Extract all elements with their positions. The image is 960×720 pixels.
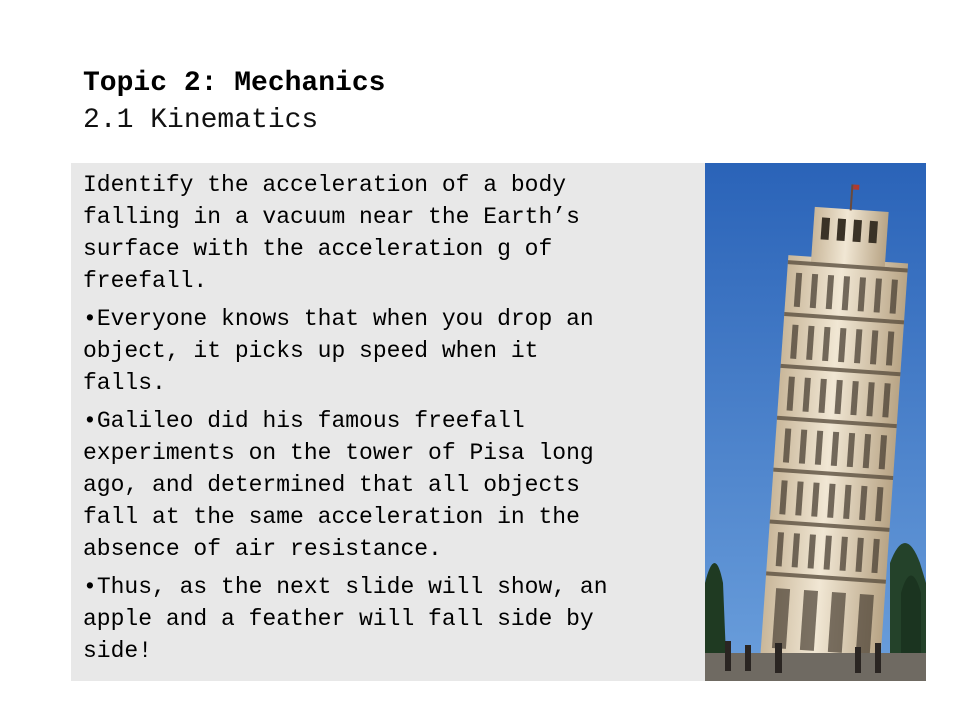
- slide-title: Topic 2: Mechanics: [83, 68, 386, 99]
- pisa-tower-photo: [705, 163, 926, 681]
- intro-text: Identify the acceleration of a body falling in a vacuum near the Earth’s surface with the acceleration g of freefall.: [83, 172, 580, 294]
- leaning-tower-icon: [705, 163, 926, 681]
- content-panel: [71, 163, 705, 681]
- slide-subtitle: 2.1 Kinematics: [83, 105, 319, 136]
- bullet-galileo: • Galileo did his famous freefall experiments on the tower of Pisa long ago, and determined that all objects fall at the same acceleration in the absence of air resistance.: [83, 405, 691, 565]
- bullet-everyone-knows: • Everyone knows that when you drop an object, it picks up speed when it falls.: [83, 303, 691, 399]
- bullet-apple-feather: • Thus, as the next slide will show, an apple and a feather will fall side by side!: [83, 571, 691, 667]
- slide-header: [83, 66, 385, 140]
